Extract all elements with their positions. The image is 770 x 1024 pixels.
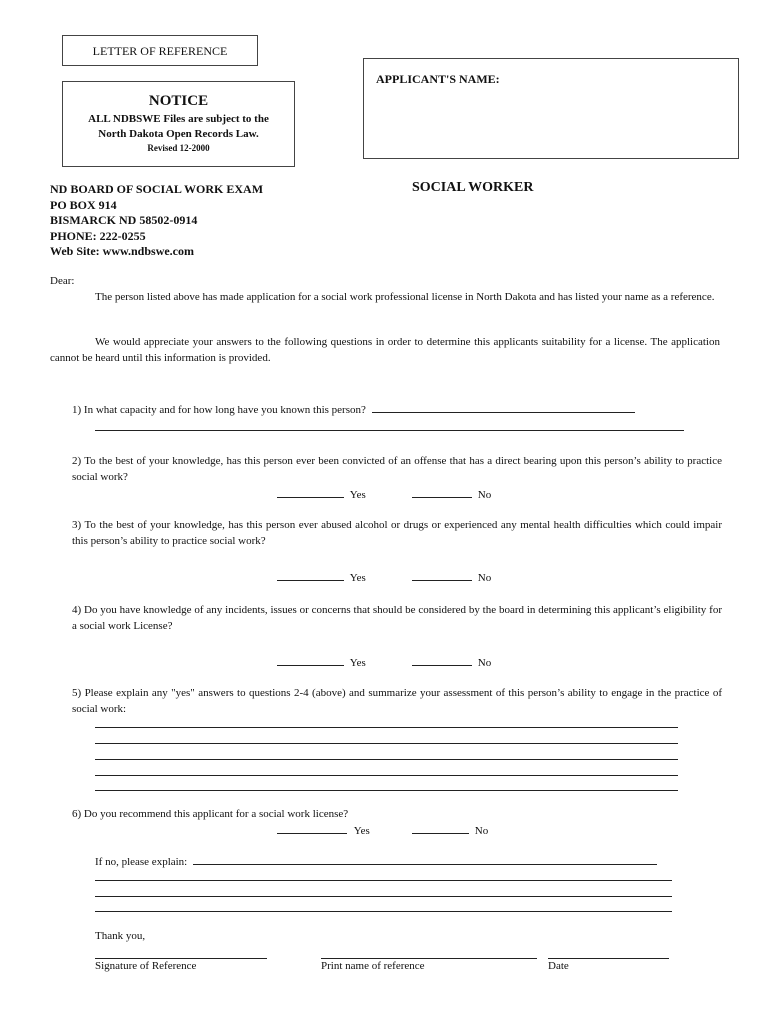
q2-yes-option[interactable] [277, 486, 366, 503]
notice-line-2: North Dakota Open Records Law. [98, 128, 259, 140]
q6-yes-option[interactable] [277, 822, 370, 839]
q2-no-option[interactable] [412, 486, 491, 503]
applicant-name-label: APPLICANT'S NAME: [376, 72, 500, 86]
q3-yes-option[interactable] [277, 569, 366, 586]
signature-label: Signature of Reference [95, 960, 197, 972]
notice-title: NOTICE [148, 93, 209, 109]
if-no-answer-line[interactable] [95, 896, 672, 897]
address-line-4: PHONE: 222-0255 [50, 228, 146, 243]
if-no-explain [95, 853, 657, 870]
intro-paragraph-2: We would appreciate your answers to the following questions in order to determine this applicants suitability for a license. The application cannot be heard until this information is provided. [50, 336, 720, 364]
address-line-3: BISMARCK ND 58502-0914 [50, 213, 198, 227]
q5-answer-line[interactable] [95, 743, 678, 744]
address-line-5: Web Site: www.ndbswe.com [50, 244, 195, 258]
q5-answer-line[interactable] [95, 759, 678, 760]
notice-line-1: ALL NDBSWE Files are subject to the [88, 113, 269, 125]
q5-answer-line[interactable] [95, 727, 678, 728]
q4-no-field[interactable] [412, 654, 472, 666]
q3-yes-label: Yes [349, 572, 366, 584]
applicant-name-box[interactable] [363, 58, 739, 159]
q3-no-label: No [477, 572, 492, 584]
q4-yes-option[interactable] [277, 654, 366, 671]
if-no-answer-line[interactable] [95, 911, 672, 912]
q1-answer-field[interactable] [372, 401, 635, 413]
q2-no-field[interactable] [412, 486, 472, 498]
notice-box [62, 81, 295, 167]
question-2: 2) To the best of your knowledge, has this person ever been convicted of an offense that has a direct bearing upon this person’s ability to practice social work? [72, 455, 722, 483]
if-no-label: If no, please explain: [95, 856, 188, 868]
thank-you: Thank you, [95, 930, 146, 942]
q5-answer-line[interactable] [95, 775, 678, 776]
form-title: SOCIAL WORKER [412, 180, 534, 195]
q6-no-option[interactable] [412, 822, 488, 839]
q3-no-field[interactable] [412, 569, 472, 581]
q2-yes-field[interactable] [277, 486, 344, 498]
question-6: 6) Do you recommend this applicant for a social work license? [72, 808, 349, 820]
question-5: 5) Please explain any "yes" answers to questions 2-4 (above) and summarize your assessment of this person’s ability to engage in the practice of social work: [72, 687, 722, 715]
q6-yes-field[interactable] [277, 822, 347, 834]
q6-yes-label: Yes [353, 825, 370, 837]
q2-yes-label: Yes [349, 489, 366, 501]
q4-yes-field[interactable] [277, 654, 344, 666]
print-name-label: Print name of reference [321, 960, 425, 972]
notice-revised: Revised 12-2000 [147, 143, 210, 153]
q5-answer-line[interactable] [95, 790, 678, 791]
q6-no-field[interactable] [412, 822, 469, 834]
q4-no-option[interactable] [412, 654, 491, 671]
if-no-answer-field[interactable] [193, 853, 657, 865]
question-3: 3) To the best of your knowledge, has this person ever abused alcohol or drugs or experienced any mental health difficulties which could impair this person’s ability to practice social work? [72, 519, 722, 547]
question-1-text: 1) In what capacity and for how long have you known this person? [72, 404, 366, 416]
date-label: Date [548, 960, 569, 972]
address-line-1: ND BOARD OF SOCIAL WORK EXAM [50, 182, 264, 196]
salutation: Dear: [50, 275, 75, 287]
q4-yes-label: Yes [349, 657, 366, 669]
q4-no-label: No [477, 657, 492, 669]
q1-answer-line-2[interactable] [95, 430, 684, 431]
question-1 [72, 401, 635, 418]
if-no-answer-line[interactable] [95, 880, 672, 881]
question-4: 4) Do you have knowledge of any incidents, issues or concerns that should be considered by the board in determining this applicant’s eligibility for a social work License? [72, 604, 722, 632]
letter-of-reference-label: LETTER OF REFERENCE [92, 44, 228, 58]
intro-paragraph-1: The person listed above has made application for a social work professional license in North Dakota and has listed your name as a reference. [95, 291, 715, 303]
q2-no-label: No [477, 489, 492, 501]
board-address [50, 182, 263, 260]
q6-no-label: No [474, 825, 489, 837]
letter-of-reference-box [62, 35, 258, 66]
q3-yes-field[interactable] [277, 569, 344, 581]
q3-no-option[interactable] [412, 569, 491, 586]
address-line-2: PO BOX 914 [50, 197, 117, 212]
